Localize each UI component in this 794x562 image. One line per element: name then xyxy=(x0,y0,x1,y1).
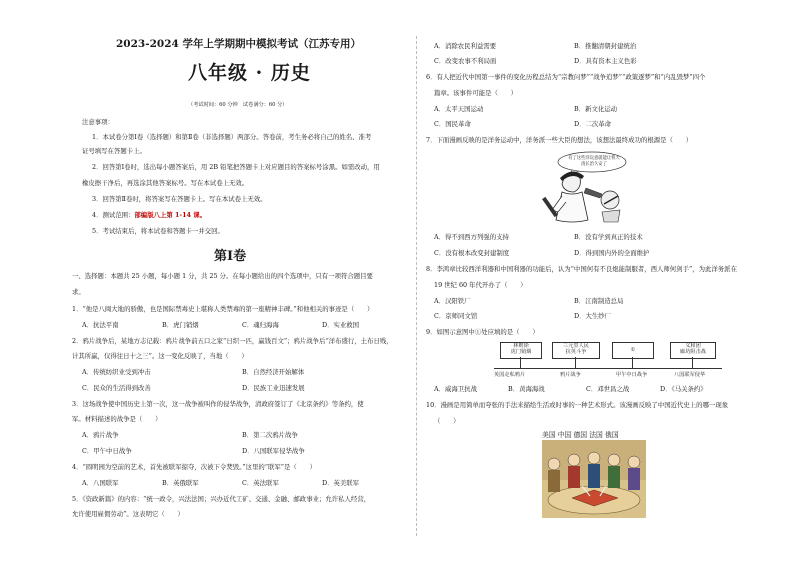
timeline-connector xyxy=(692,357,693,368)
timeline-label: 鸦片战争 xyxy=(560,372,581,378)
timeline-blank-box: ① xyxy=(612,342,654,359)
note-line: 橡皮擦干净后，再选涂其他答案标号。写在本试卷上无效。 xyxy=(82,179,249,187)
note-line: 5．考试结束后，将本试卷和答题卡一并交回。 xyxy=(92,227,224,235)
option[interactable]: A．抗法平南 xyxy=(82,321,119,329)
timeline-box: 三元里人民 抗英斗争 xyxy=(552,342,600,359)
cartoon-partition-image xyxy=(542,440,646,518)
option[interactable]: C．甲午中日战争 xyxy=(82,447,132,455)
cartoon-bubble-text: 有了这些洋玩意就能让我大清长治久安了 xyxy=(568,156,620,167)
question-stem: 军。材料描述的战争是（ ） xyxy=(72,415,162,423)
question-stem: 2．鸦片战争后，某地方志记载：鸦片战争前五口之家“日织一匹，赢钱百文”；鸦片战争后“洋布盛行，土布日贱， xyxy=(72,337,393,345)
exam-title: 2023-2024 学年上学期期中模拟考试（江苏专用） xyxy=(116,38,361,50)
exam-meta: （考试时间：60 分钟 试卷满分：60 分） xyxy=(188,102,288,108)
question-stem: （ ） xyxy=(434,417,460,425)
option[interactable]: B．新文化运动 xyxy=(574,105,618,113)
column-divider xyxy=(416,36,417,536)
option[interactable]: B．第二次鸦片战争 xyxy=(242,431,298,439)
option[interactable]: C．魂归海海 xyxy=(242,321,279,329)
option[interactable]: A．威海卫抗战 xyxy=(434,385,477,393)
note-line: 证号填写在答题卡上。 xyxy=(82,147,146,155)
question-stem: 8．李鸿章比较西洋利器和中国利器的功能后，认为“中国何有不良炮能制服者，西人师何剑手”，为此洋务派在 xyxy=(426,265,737,273)
option[interactable]: B．推翻清朝封建统治 xyxy=(574,42,637,50)
option[interactable]: D．得到国内外的全面维护 xyxy=(574,249,650,257)
option[interactable]: A．太平天国运动 xyxy=(434,105,484,113)
notes-title: 注意事项： xyxy=(82,118,114,126)
timeline-axis xyxy=(494,368,722,369)
option[interactable]: C．邓世昌之战 xyxy=(586,385,630,393)
option[interactable]: D．民族工业迅速发展 xyxy=(242,384,305,392)
question-stem: 篇章。该事件可能是（ ） xyxy=(434,89,518,97)
question-stem: 计其所赢，仅得往日十之三”。这一变化反映了，当地（ ） xyxy=(72,352,248,360)
timeline-box: 义和团 廊坊阻击战 xyxy=(670,342,716,359)
option[interactable]: C．国民革命 xyxy=(434,120,471,128)
option[interactable]: D．大生纱厂 xyxy=(574,312,612,320)
question-stem: 3．这场战争使中国历史上第一次，这一战争被叫作的侵华战争，清政府签订了《北京条约》等条约，使 xyxy=(72,400,364,408)
timeline-label: 英国走私鸦片 xyxy=(494,372,526,378)
note-line: 3．回答第Ⅱ卷时，将答案写在答题卡上。写在本试卷上无效。 xyxy=(92,195,267,203)
question-stem: 9．如图示意图中①处应填的是（ ） xyxy=(426,328,539,336)
cartoon-caption: 美国 中国 德国 法国 俄国 xyxy=(542,431,619,439)
option[interactable]: B．黄海海战 xyxy=(508,385,545,393)
question-stem: 4．“圆明园为空前的艺术，首先被联军掠夺，次被下令焚毁。”这里的“联军”是（ ） xyxy=(72,463,316,471)
option[interactable]: A．得不到西方列强的支持 xyxy=(434,233,509,241)
section-intro: 一、选择题：本题共 25 小题，每小题 1 分，共 25 分。在每小题给出的四个选项中，只有一项符合题目要 xyxy=(72,272,373,280)
option[interactable]: B．没有学到真正的技术 xyxy=(574,233,643,241)
note-line: 4．测试范围：部编版八上第 1-14 课。 xyxy=(92,211,206,219)
option[interactable]: B．江南制造总局 xyxy=(574,297,624,305)
option[interactable]: D．英美联军 xyxy=(322,479,360,487)
option[interactable]: B．虎门销烟 xyxy=(162,321,199,329)
option[interactable]: C．民众的生活得到改善 xyxy=(82,384,151,392)
option[interactable]: A．汉阳铁厂 xyxy=(434,297,471,305)
section-intro: 求。 xyxy=(72,288,85,296)
timeline-label: 八国联军侵华 xyxy=(674,372,706,378)
option[interactable]: A．八国联军 xyxy=(82,479,119,487)
option[interactable]: B．英俄联军 xyxy=(162,479,199,487)
test-scope: 部编版八上第 1-14 课。 xyxy=(134,211,206,219)
note-line: 2．回答第Ⅰ卷时，选出每小题答案后，用 2B 铅笔把答题卡上对应题目的答案标号涂黑。如需改动，用 xyxy=(92,163,380,171)
option[interactable]: B．自然经济开始解体 xyxy=(242,368,305,376)
question-stem: 允许使用雇佣劳动”。这表明它（ ） xyxy=(72,510,184,518)
question-stem: 19 世纪 60 年代开办了（ ） xyxy=(434,281,527,289)
option[interactable]: A．传统纺织业受到冲击 xyxy=(82,368,151,376)
question-stem: 5．《资政新篇》的内容：“统一政令，兴法法国；兴办近代工矿、交通、金融、邮政事业；允许私人经营， xyxy=(72,495,371,503)
option[interactable]: C．英法联军 xyxy=(242,479,279,487)
question-stem: 10．漫画是用简单而夸张的手法来描绘生活或时事的一种艺术形式。该漫画反映了中国近代史上的哪一现象 xyxy=(426,401,729,409)
section-title: 第Ⅰ卷 xyxy=(214,249,247,264)
option[interactable]: D．实业救国 xyxy=(322,321,360,329)
option[interactable]: D．具有资本主义色彩 xyxy=(574,57,637,65)
option[interactable]: C．没有根本改变封建制度 xyxy=(434,249,510,257)
option[interactable]: D．八国联军侵华战争 xyxy=(242,447,305,455)
timeline-diagram xyxy=(494,340,724,382)
timeline-connector xyxy=(520,357,521,368)
question-stem: 1．“他是八闽大地的骄傲，也是国际禁毒史上堪称人类禁毒的第一座精神丰碑。”和他相关的事迹是（ ） xyxy=(72,305,374,313)
timeline-connector xyxy=(632,357,633,368)
option[interactable]: D．二次革命 xyxy=(574,120,612,128)
option[interactable]: A．消除农民利益需要 xyxy=(434,42,497,50)
option[interactable]: C．改变农事不利局面 xyxy=(434,57,497,65)
option[interactable]: C．京师同文馆 xyxy=(434,312,478,320)
timeline-label: 甲午中日战争 xyxy=(616,372,648,378)
option[interactable]: D．《马关条约》 xyxy=(660,385,707,393)
note-line: 1．本试卷分第Ⅰ卷（选择题）和第Ⅱ卷（非选择题）两部分。答卷前，考生务必将自己的姓名、准考 xyxy=(92,133,372,141)
question-stem: 7．下面漫画反映的是洋务运动中，洋务派一些大臣的想法，该想法最终成功的根源是（ ） xyxy=(426,136,693,144)
option[interactable]: A．鸦片战争 xyxy=(82,431,119,439)
question-stem: 6．有人把近代中国第一事件的变化历程总结为“宗教问梦”“战争追梦”“政策逐梦”和“内乱毁梦”四个 xyxy=(426,73,706,81)
timeline-box: 林则徐 虎门销烟 xyxy=(500,342,542,359)
subject-title: 八年级 · 历史 xyxy=(188,62,311,84)
timeline-connector xyxy=(575,357,576,368)
